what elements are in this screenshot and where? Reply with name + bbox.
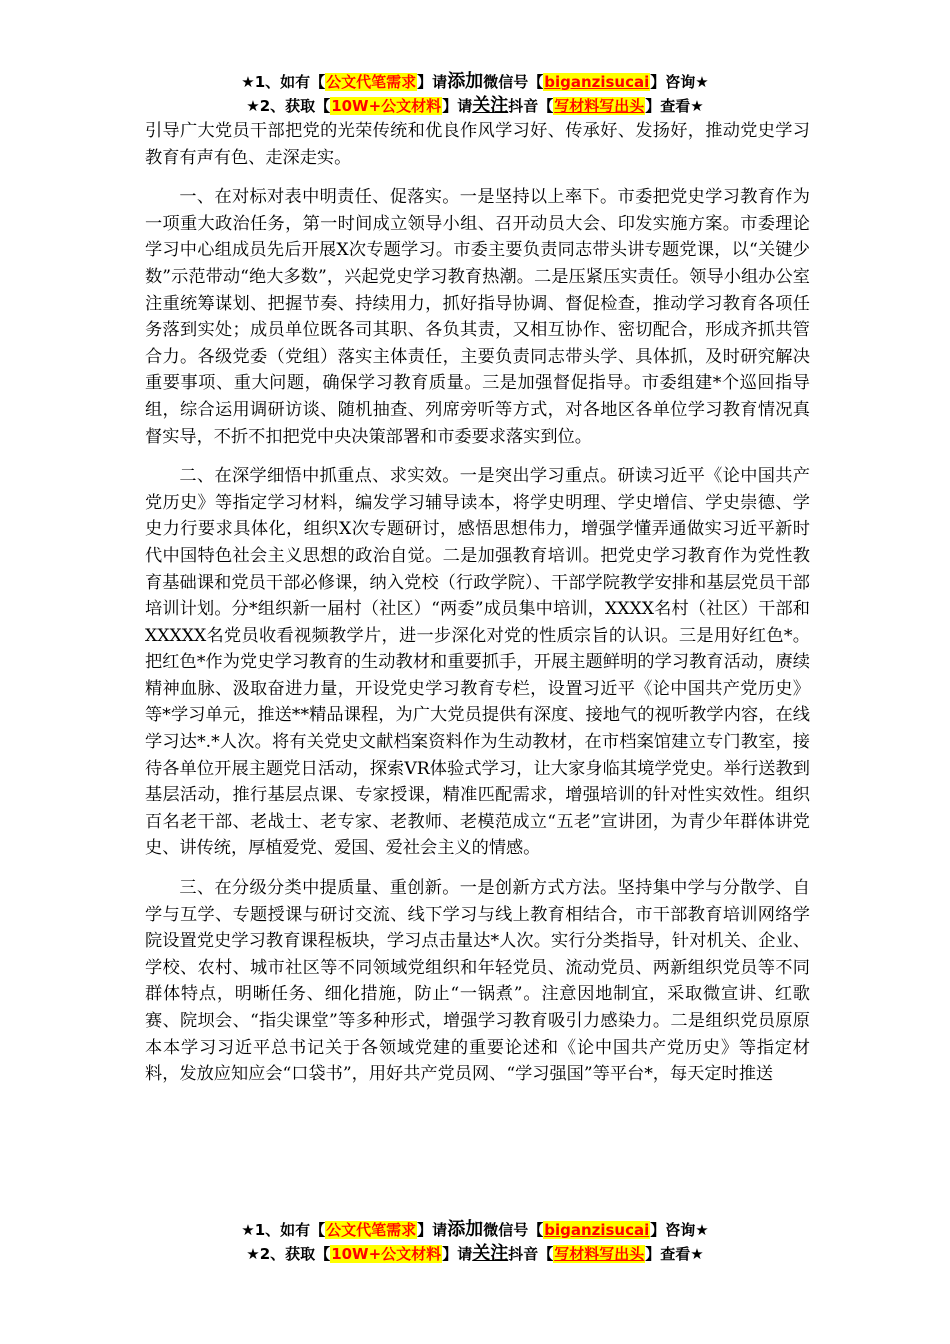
banner-line-2: ★2、获取【10W+公文材料】请关注抖音【写材料写出头】查看★: [246, 1243, 704, 1264]
banner-douyin-id: 写材料写出头: [554, 1245, 645, 1263]
banner-highlight: 公文代笔需求: [326, 1221, 417, 1239]
banner-wechat-id: biganzisucai: [544, 1221, 650, 1239]
paragraph-section-3: 三、在分级分类中提质量、重创新。一是创新方式方法。坚持集中学与分散学、自学与互学、专题授课与研讨交流、线下学习与线上教育相结合，市干部教育培训网络学院设置党史学习教育课程板块，学习点击量达*人次。实行分类指导，针对机关、企业、学校、农村、城市社区等不同领域党组织和年轻党员、流动党员、两新组织党员等不同群体特点，明晰任务、细化措施，防止“一锅煮”。注意因地制宜，采取微宣讲、红歌赛、院坝会、“指尖课堂”等多种形式，增强学习教育吸引力感染力。二是组织党员原原本本学习习近平总书记关于各领域党建的重要论述和《论中国共产党历史》等指定材料，发放应知应会“口袋书”，用好共产党员网、“学习强国”等平台*，每天定时推送: [145, 878, 810, 1085]
banner-highlight: 公文代笔需求: [326, 73, 417, 91]
banner-highlight: 10W+公文材料: [331, 97, 442, 115]
banner-douyin-id: 写材料写出头: [554, 97, 645, 115]
banner-emphasis: 添加: [447, 71, 484, 92]
header-banner: [0, 70, 950, 118]
footer-banner: [0, 1218, 950, 1266]
document-body: [145, 118, 810, 1101]
banner-emphasis: 关注: [472, 95, 509, 116]
paragraph-continuation: 引导广大党员干部把党的光荣传统和优良作风学习好、传承好、发扬好，推动党史学习教育有声有色、走深走实。: [145, 121, 810, 168]
banner-emphasis: 关注: [472, 1243, 509, 1264]
banner-highlight: 10W+公文材料: [331, 1245, 442, 1263]
banner-line-1: ★1、如有【公文代笔需求】请添加微信号【biganzisucai】咨询★: [241, 71, 709, 92]
banner-line-1: ★1、如有【公文代笔需求】请添加微信号【biganzisucai】咨询★: [241, 1219, 709, 1240]
banner-line-2: ★2、获取【10W+公文材料】请关注抖音【写材料写出头】查看★: [246, 95, 704, 116]
banner-wechat-id: biganzisucai: [544, 73, 650, 91]
paragraph-section-2: 二、在深学细悟中抓重点、求实效。一是突出学习重点。研读习近平《论中国共产党历史》等指定学习材料，编发学习辅导读本，将学史明理、学史增信、学史崇德、学史力行要求具体化，组织X次专题研讨，感悟思想伟力，增强学懂弄通做实习近平新时代中国特色社会主义思想的政治自觉。二是加强教育培训。把党史学习教育作为党性教育基础课和党员干部必修课，纳入党校（行政学院）、干部学院教学安排和基层党员干部培训计划。分*组织新一届村（社区）“两委”成员集中培训，XXXX名村（社区）干部和XXXXX名党员收看视频教学片，进一步深化对党的性质宗旨的认识。三是用好红色*。把红色*作为党史学习教育的生动教材和重要抓手，开展主题鲜明的学习教育活动，赓续精神血脉、汲取奋进力量，开设党史学习教育专栏，设置习近平《论中国共产党历史》等*学习单元，推送**精品课程，为广大党员提供有深度、接地气的视听教学内容，在线学习达*.*人次。将有关党史文献档案资料作为生动教材，在市档案馆建立专门教室，接待各单位开展主题党日活动，探索VR体验式学习，让大家身临其境学党史。举行送教到基层活动，推行基层点课、专家授课，精准匹配需求，增强培训的针对性实效性。组织百名老干部、老战士、老专家、老教师、老模范成立“五老”宣讲团，为青少年群体讲党史、讲传统，厚植爱党、爱国、爱社会主义的情感。: [145, 466, 810, 859]
paragraph-section-1: 一、在对标对表中明责任、促落实。一是坚持以上率下。市委把党史学习教育作为一项重大政治任务，第一时间成立领导小组、召开动员大会、印发实施方案。市委理论学习中心组成员先后开展X次专题学习。市委主要负责同志带头讲专题党课，以“关键少数”示范带动“绝大多数”，兴起党史学习教育热潮。二是压紧压实责任。领导小组办公室注重统筹谋划、把握节奏、持续用力，抓好指导协调、督促检查，推动学习教育各项任务落到实处；成员单位既各司其职、各负其责，又相互协作、密切配合，形成齐抓共管合力。各级党委（党组）落实主体责任，主要负责同志带头学、具体抓，及时研究解决重要事项、重大问题，确保学习教育质量。三是加强督促指导。市委组建*个巡回指导组，综合运用调研访谈、随机抽查、列席旁听等方式，对各地区各单位学习教育情况真督实导，不折不扣把党中央决策部署和市委要求落实到位。: [145, 187, 810, 447]
banner-emphasis: 添加: [447, 1219, 484, 1240]
